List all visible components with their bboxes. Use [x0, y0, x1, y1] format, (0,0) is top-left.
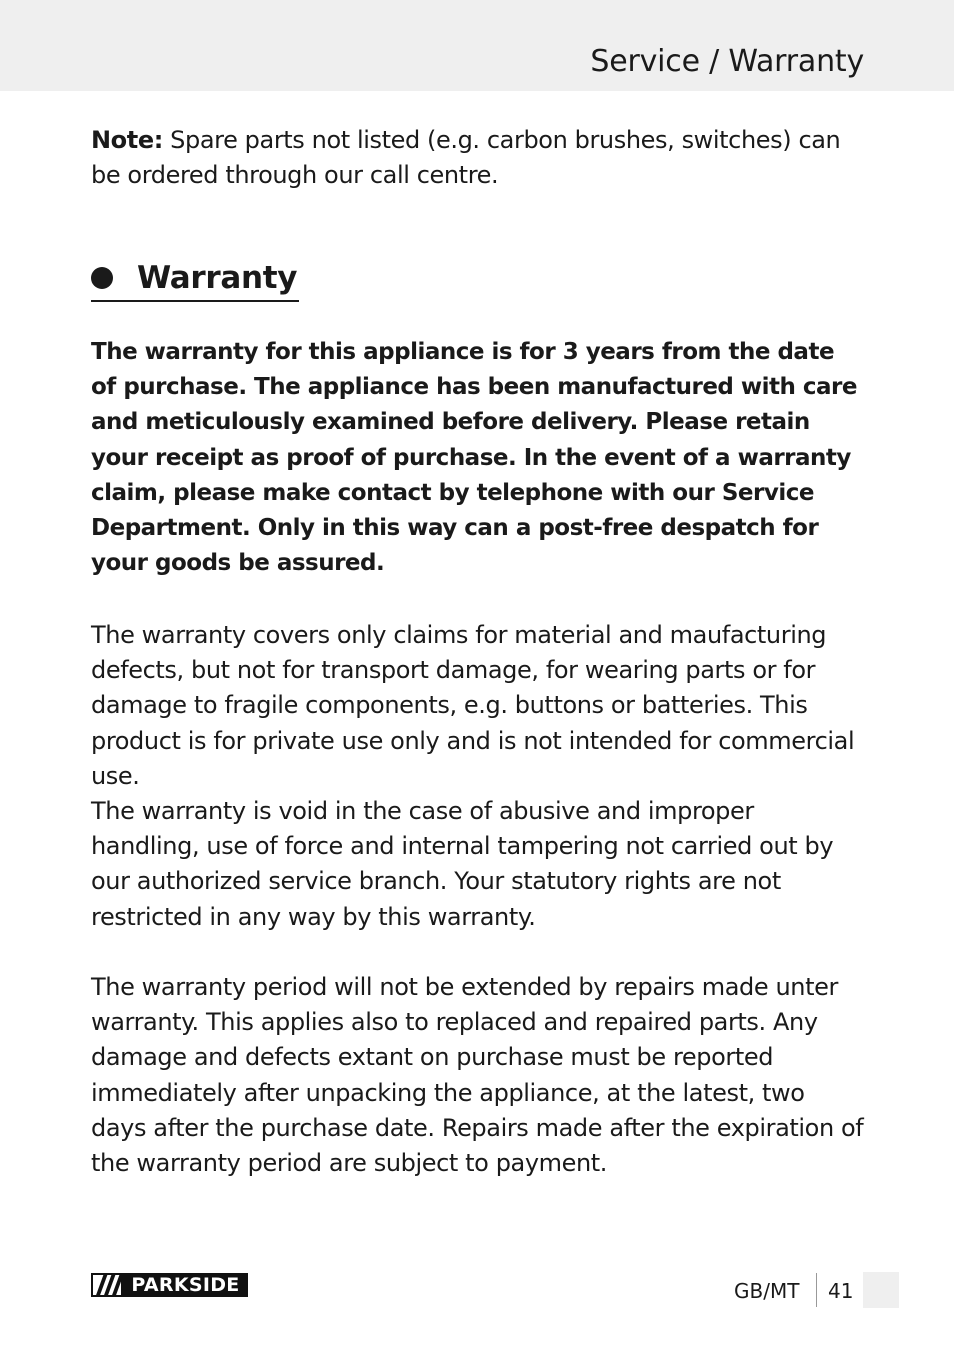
footer-tab-marker [863, 1272, 899, 1308]
brand-logo-text: PARKSIDE [123, 1273, 248, 1297]
warranty-void-paragraph: The warranty is void in the case of abusive and improper handling, use of force and internal tampering not carried out by our authorized service branch. Your statutory rights are not restricted in any way by this warranty. [91, 797, 834, 931]
warranty-lead-paragraph: The warranty for this appliance is for 3 years from the date of purchase. The appliance has been manufactured with care and meticulously examined before delivery. Please retain your receipt as proof of purchase. In the event of a warranty claim, please make contact by telephone with our Service Department. Only in this way can a post-free despatch for your goods be assured. [91, 339, 857, 577]
logo-slashes-icon [91, 1273, 123, 1297]
footer-language: GB/MT [734, 1279, 800, 1303]
page-number: 41 [828, 1279, 854, 1303]
section-heading [91, 258, 299, 302]
warranty-coverage-paragraph: The warranty covers only claims for material and maufacturing defects, but not for transport damage, for wearing parts or for damage to fragile components, e.g. buttons or batteries. This product is for private use only and is not intended for commercial use. [91, 621, 855, 790]
note-text: Spare parts not listed (e.g. carbon brushes, switches) can be ordered through our call centre. [91, 126, 841, 190]
note-label: Note: [91, 126, 163, 154]
section-title: Warranty [137, 260, 298, 296]
note-paragraph [91, 123, 866, 193]
page-header-title: Service / Warranty [590, 44, 864, 79]
footer-divider [816, 1273, 817, 1307]
warranty-period-paragraph: The warranty period will not be extended by repairs made unter warranty. This applies also to replaced and repaired parts. Any damage and defects extant on purchase must be reported immediately after unpacking the appliance, at the latest, two days after the purchase date. Repairs made after the expiration of the warranty period are subject to payment. [91, 973, 864, 1178]
brand-logo [91, 1273, 248, 1297]
bullet-icon [91, 267, 113, 289]
